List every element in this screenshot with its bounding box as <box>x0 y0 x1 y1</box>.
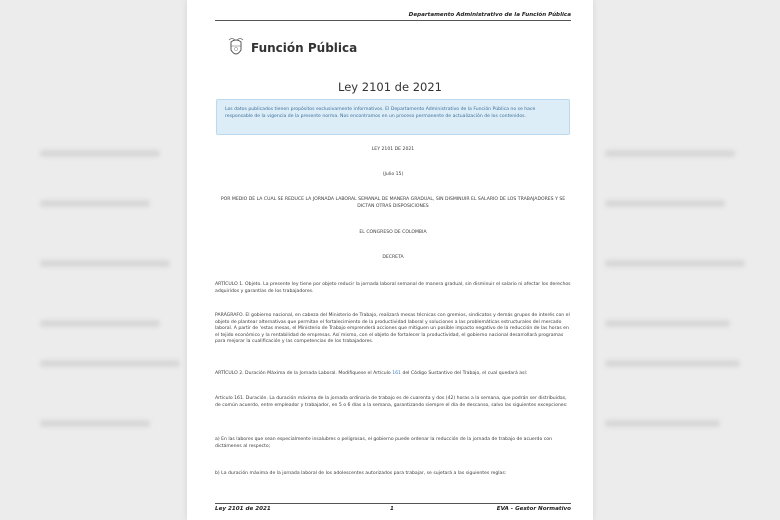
article-1-paragraph: PARÁGRAFO. El gobierno nacional, en cabeza del Ministerio de Trabajo, realizará mesas técnicas con gremios, sindicatos y demás grupos de interés con el objeto de plantear alternativas que permitan el fortalecimiento de la productividad laboral y soluciones a las problemáticas estructurales del mercado laboral. A partir de 'estas mesas, el Ministerio de Trabajo emprenderá acciones que mitiguen un posible impacto negativo de la reducción de las horas en el tejido económico y la rentabilidad de empresas. Así mismo, con el objeto de fortalecer la productividad, el gobierno nacional desarrollará programas para mejorar la cualificación y las competencias de los trabajadores. <box>215 313 570 344</box>
blur-line <box>605 420 720 427</box>
article-161: Artículo 161. Duración. La duración máxima de la jornada ordinaria de trabajo es de cuarenta y dos (42) horas a la semana, que podrán ser distribuidas, de común acuerdo, entre empleador y trabajador, en 5 o 6 días a la semana, garantizando siempre el día de descanso, salvo las siguientes excepciones: <box>215 396 568 408</box>
decree-heading: DECRETA <box>382 255 404 260</box>
article-2-text-end: del Código Sustantivo del Trabajo, el cual quedará así: <box>400 371 528 376</box>
blur-line <box>40 260 170 267</box>
article-2 <box>215 371 571 378</box>
blur-line <box>605 260 745 267</box>
article-1: ARTÍCULO 1. Objeto. La presente ley tiene por objeto reducir la jornada laboral semanal de manera gradual, sin disminuir el salario ni afectar los derechos adquiridos y garantías de los trabajadores. <box>215 282 571 294</box>
blur-line <box>40 360 180 367</box>
function-publica-logo <box>227 36 357 60</box>
coat-of-arms-icon <box>227 36 245 60</box>
law-subject: POR MEDIO DE LA CUAL SE REDUCE LA JORNADA LABORAL SEMANAL DE MANERA GRADUAL, SIN DISMINUIR EL SALARIO DE LOS TRABAJADORES Y SE DICTAN OTRAS DISPOSICIONES <box>220 197 566 209</box>
exception-a: a) En las labores que sean especialmente insalubres o peligrosas, el gobierno puede ordenar la reducción de la jornada de trabajo de acuerdo con dictámenes al respecto; <box>215 437 552 449</box>
document-page <box>187 0 593 520</box>
blur-line <box>605 360 740 367</box>
blur-line <box>40 320 160 327</box>
page-header: Departamento Administrativo de la Función Pública <box>215 12 571 21</box>
blur-line <box>605 150 735 157</box>
page-title: Ley 2101 de 2021 <box>338 80 442 94</box>
logo-text: Función Pública <box>251 41 358 55</box>
blur-line <box>40 420 150 427</box>
law-date: (Julio 15) <box>382 172 404 177</box>
footer-law: Ley 2101 de 2021 <box>215 506 271 512</box>
page-number: 1 <box>390 506 394 512</box>
article-2-text-start: ARTÍCULO 2. Duración Máxima de la Jornada Laboral. Modifíquese el Artículo <box>215 371 393 376</box>
blur-line <box>605 200 725 207</box>
law-number: LEY 2101 DE 2021 <box>371 147 415 152</box>
article-161-link[interactable]: 161 <box>392 371 401 376</box>
congress-heading: EL CONGRESO DE COLOMBIA <box>359 230 427 235</box>
blur-line <box>40 150 160 157</box>
notice-box: Los datos publicados tienen propósitos exclusivamente informativos. El Departamento Administrativo de la Función Pública no se hace responsable de la vigencia de la presente norma. Nos encontramos en un proceso permanente de actualización de los contenidos. <box>216 99 570 135</box>
blur-line <box>40 200 150 207</box>
blur-line <box>605 320 730 327</box>
footer-source: EVA - Gestor Normativo <box>496 506 571 512</box>
footer-divider <box>215 503 571 504</box>
exception-b: b) La duración máxima de la jornada laboral de los adolescentes autorizados para trabajar, se sujetará a las siguientes reglas: <box>215 471 507 476</box>
